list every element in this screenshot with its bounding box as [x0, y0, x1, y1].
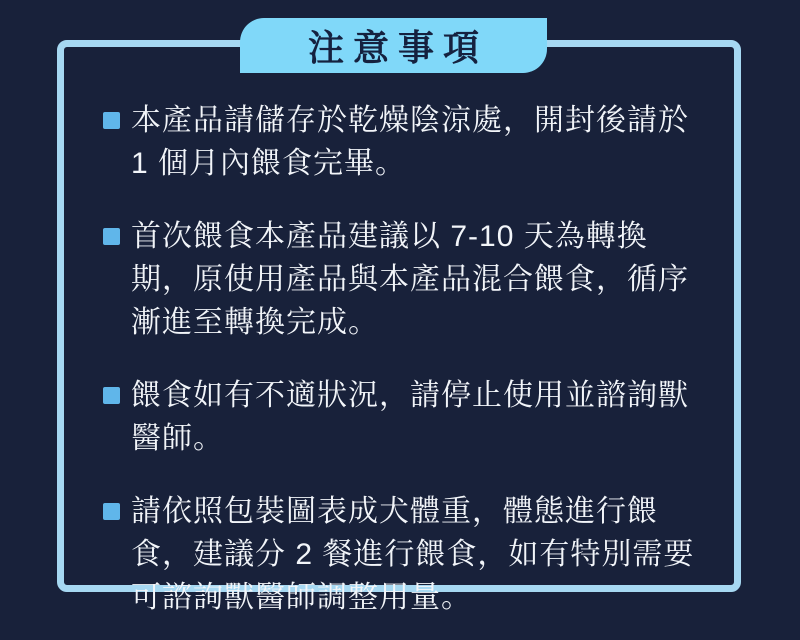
notice-list: [103, 99, 707, 619]
bullet-square-icon: [103, 503, 120, 520]
page-title: 注意事項: [307, 27, 488, 68]
bullet-square-icon: [103, 387, 120, 404]
list-item: [103, 490, 707, 619]
notice-title-banner: [240, 18, 547, 73]
notice-item-text: 請依照包裝圖表成犬體重，體態進行餵食，建議分 2 餐進行餵食，如有特別需要可諮詢獸醫師調整用量。: [131, 495, 695, 614]
bullet-square-icon: [103, 112, 120, 129]
notice-item-text: 餵食如有不適狀況，請停止使用並諮詢獸醫師。: [131, 379, 689, 455]
list-item: [103, 215, 707, 344]
list-item: [103, 374, 707, 460]
bullet-square-icon: [103, 228, 120, 245]
notice-item-text: 本產品請儲存於乾燥陰涼處，開封後請於 1 個月內餵食完畢。: [131, 104, 689, 180]
list-item: [103, 99, 707, 185]
notice-item-text: 首次餵食本產品建議以 7-10 天為轉換期，原使用產品與本產品混合餵食，循序漸進至轉換完成。: [131, 220, 689, 339]
